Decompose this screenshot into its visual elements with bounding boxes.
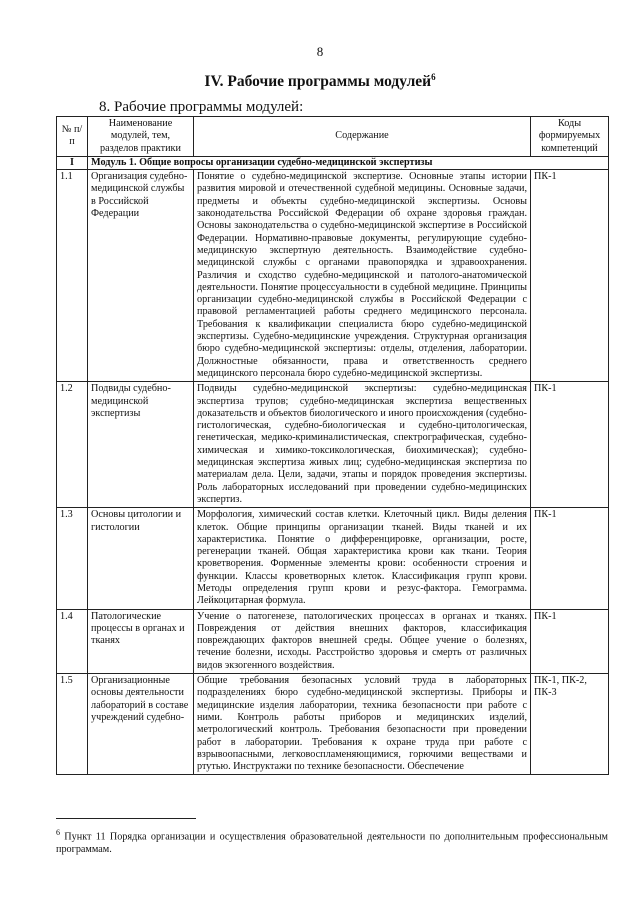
footnote-ref: 6 [431, 72, 436, 82]
row-content: Общие требования безопасных условий труда в лабораторных подразделениях бюро судебно-медицинской экспертизы. Приборы и медицинские изделия лаборатории, техника безопасности при работе с ними. Контроль работы приборов и медицинских изделий, метрологический контроль. Требования безопасности при проведении работ в лаборатории. Требования к охране труда при работе с взрывоопасными, легковоспламеняющимися, горючими веществами и ртутью. Инструктажи по технике безопасности. Обеспечение [194, 674, 531, 775]
header-row [57, 117, 609, 157]
row-num: 1.1 [57, 170, 88, 382]
row-codes: ПК-1 [531, 382, 609, 508]
row-num: 1.3 [57, 508, 88, 609]
page-number: 8 [316, 44, 324, 59]
module-num: I [57, 156, 88, 169]
row-codes: ПК-1, ПК-2, ПК-3 [531, 674, 609, 775]
subtitle: 8. Рабочие программы модулей: [99, 99, 304, 115]
row-name: Подвиды судебно-медицинской экспертизы [88, 382, 194, 508]
header-content: Содержание [194, 117, 531, 157]
header-name: Наименование модулей, тем, разделов практики [88, 117, 194, 157]
row-num: 1.4 [57, 609, 88, 673]
footnote-divider [56, 818, 196, 819]
footnote-text: Пункт 11 Порядка организации и осуществления образовательной деятельности по дополнительным профессиональным программам. [56, 831, 609, 856]
row-num: 1.5 [57, 674, 88, 775]
table-row [57, 609, 609, 673]
row-num: 1.2 [57, 382, 88, 508]
module-row [57, 156, 609, 169]
section-title-text: IV. Рабочие программы модулей [204, 73, 432, 91]
header-num: № п/п [57, 117, 88, 157]
table-row [57, 508, 609, 609]
section-title [0, 72, 640, 91]
row-name: Патологические процессы в органах и тканях [88, 609, 194, 673]
header-codes: Коды формируемых компетенций [531, 117, 609, 157]
work-programs-table [56, 116, 609, 775]
footnote [56, 826, 608, 856]
row-content: Учение о патогенезе, патологических процессах в органах и тканях. Повреждения от действия внешних факторов, классификация повреждающих факторов внешней среды. Общее учение о болезнях, течение болезни, исходы. Расстройство здоровья и смерть от различных видов экзогенного воздействия. [194, 609, 531, 673]
module-title: Модуль 1. Общие вопросы организации судебно-медицинской экспертизы [88, 156, 609, 169]
row-codes: ПК-1 [531, 508, 609, 609]
row-content: Подвиды судебно-медицинской экспертизы: судебно-медицинская экспертиза трупов; судебно-медицинская экспертиза вещественных доказательств и объектов биологического и иного происхождения (судебно-гистологическая, судебно-биологическая и судебно-цитологическая, генетическая, медико-криминалистическая, спектрографическая, судебно-химическая и химико-токсикологическая, биохимическая); судебно-медицинская экспертиза живых лиц; судебно-медицинская экспертиза по материалам дела. Цели, задачи, этапы и порядок проведения экспертизы. Роль лабораторных исследований при проведении судебно-медицинских экспертиз. [194, 382, 531, 508]
row-content: Морфология, химический состав клетки. Клеточный цикл. Виды деления клеток. Общие принципы организации тканей. Виды тканей и их характеристика. Понятие о дифференцировке, организации, росте, регенерации тканей. Общая характеристика крови как ткани. Теория кроветворения. Форменные элементы крови: особенности строения и функции. Классы кроветворных клеток. Классификация групп крови. Методы определения групп крови и резус-фактора. Гемограмма. Лейкоцитарная формула. [194, 508, 531, 609]
row-codes: ПК-1 [531, 609, 609, 673]
row-name: Основы цитологии и гистологии [88, 508, 194, 609]
row-content: Понятие о судебно-медицинской экспертизе. Основные этапы истории развития мировой и отечественной судебной медицины. Основные задачи, предметы и объекты судебно-медицинской экспертизы. Основы законодательства Российской Федерации об охране здоровья граждан. Основы законодательства о судебно-медицинской экспертизе в Российской Федерации. Нормативно-правовые документы, регулирующие судебно-медицинскую экспертную деятельность. Взаимодействие судебно-медицинской службы с органами правопорядка и здравоохранения. Различия и сходство судебно-медицинской и патолого-анатомической деятельности. Понятие процессуальности в судебной медицине. Принципы организации судебно-медицинской службы в Российской Федерации с правовой регламентацией работы среднего медицинского персонала. Требования к квалификации специалиста бюро судебно-медицинской экспертизы. Судебно-медицинские учреждения. Структурная организация бюро судебно-медицинской экспертизы: отделы, отделения, лаборатории. Должностные обязанности, права и ответственность среднего медицинского персонала бюро судебно-медицинской экспертизы. [194, 170, 531, 382]
row-name: Организация судебно-медицинской службы в Российской Федерации [88, 170, 194, 382]
row-codes: ПК-1 [531, 170, 609, 382]
row-name: Организационные основы деятельности лабораторий в составе учреждений судебно- [88, 674, 194, 775]
table-row [57, 674, 609, 775]
table-row [57, 170, 609, 382]
footnote-marker: 6 [56, 828, 60, 837]
table-row [57, 382, 609, 508]
